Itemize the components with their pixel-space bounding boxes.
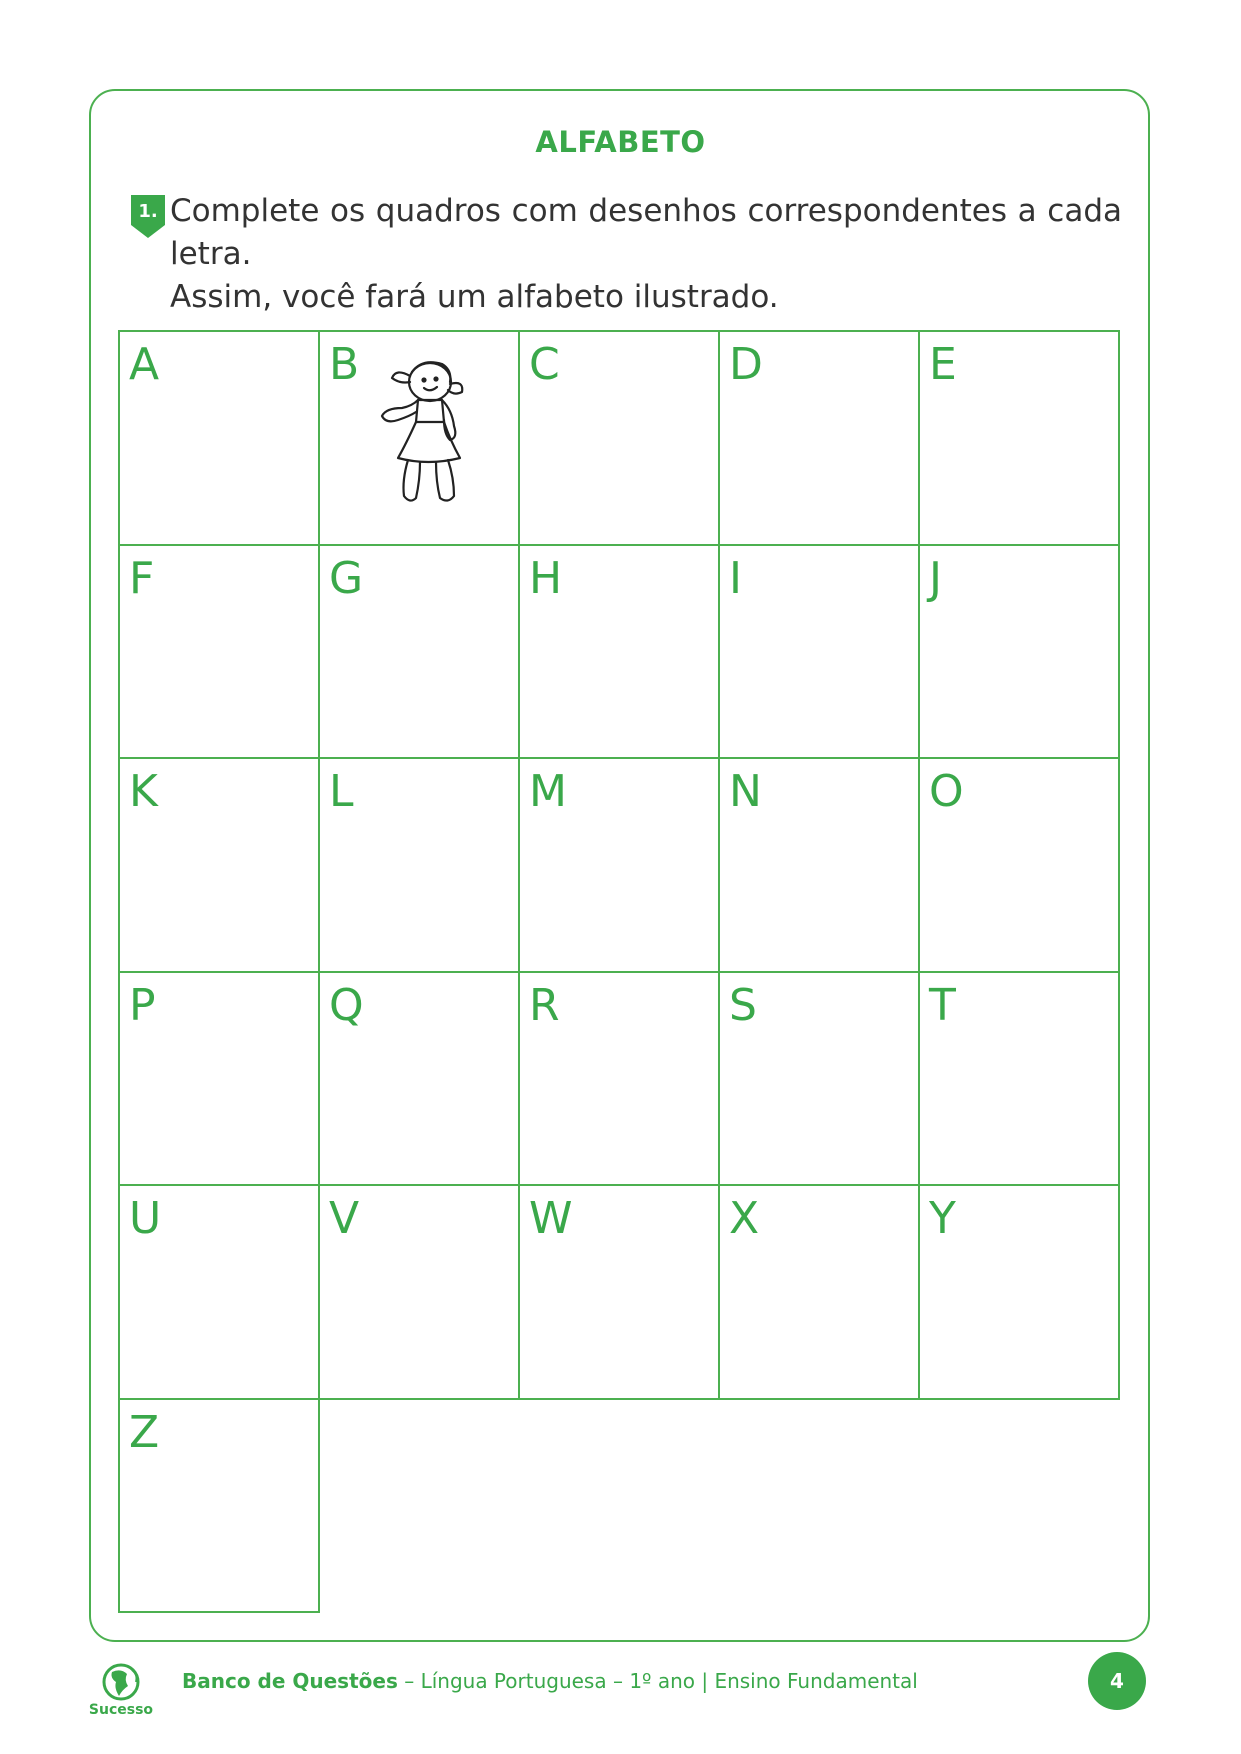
letter-label: Y (929, 1193, 956, 1244)
question-number: 1. (138, 201, 158, 222)
letter-box-j (918, 544, 1120, 760)
letter-box-e (918, 330, 1120, 546)
letter-box-g (318, 544, 520, 760)
letter-box-x (718, 1184, 920, 1400)
letter-box-v (318, 1184, 520, 1400)
letter-box-m (518, 757, 720, 973)
alphabet-grid (118, 330, 1118, 1611)
letter-box-i (718, 544, 920, 760)
letter-label: A (129, 339, 160, 390)
question-line-2: Assim, você fará um alfabeto ilustrado. (170, 279, 779, 315)
letter-label: X (729, 1193, 760, 1244)
page-number: 4 (1088, 1652, 1146, 1710)
letter-label: M (529, 766, 567, 817)
section-title: ALFABETO (535, 125, 706, 159)
letter-box-h (518, 544, 720, 760)
letter-label: S (729, 979, 757, 1031)
letter-box-c (518, 330, 720, 546)
letter-label: J (929, 552, 942, 604)
question-number-badge (131, 195, 165, 238)
letter-label: V (329, 1193, 360, 1244)
letter-label: E (929, 339, 957, 390)
letter-label: I (729, 552, 742, 604)
letter-box-a (118, 330, 320, 546)
footer-book-details: – Língua Portuguesa – 1º ano | Ensino Fundamental (397, 1669, 918, 1693)
footer-text (182, 1669, 918, 1693)
logo-label: Sucesso (88, 1702, 154, 1718)
letter-label: D (729, 339, 763, 390)
letter-label: G (329, 552, 364, 604)
letter-box-r (518, 971, 720, 1187)
letter-box-u (118, 1184, 320, 1400)
letter-label: O (929, 766, 964, 817)
doll-drawing-icon (352, 354, 482, 514)
globe-logo-icon (86, 1660, 156, 1704)
letter-box-n (718, 757, 920, 973)
publisher-logo (86, 1660, 156, 1720)
letter-box-t (918, 971, 1120, 1187)
letter-label: Q (329, 979, 364, 1031)
letter-box-l (318, 757, 520, 973)
question-line-1: Complete os quadros com desenhos correspondentes a cada letra. (170, 193, 1122, 272)
letter-box-q (318, 971, 520, 1187)
letter-label: B (329, 339, 360, 390)
letter-label: F (129, 552, 155, 604)
letter-label: N (729, 766, 762, 817)
letter-label: C (529, 339, 560, 390)
letter-box-o (918, 757, 1120, 973)
letter-label: P (129, 979, 156, 1031)
letter-box-w (518, 1184, 720, 1400)
letter-label: U (129, 1193, 162, 1244)
letter-label: K (129, 766, 158, 817)
letter-label: H (529, 552, 563, 604)
letter-label: L (329, 766, 354, 817)
letter-label: W (529, 1193, 573, 1244)
letter-box-s (718, 971, 920, 1187)
letter-label: R (529, 979, 560, 1031)
letter-box-z (118, 1398, 320, 1614)
letter-label: Z (129, 1406, 160, 1458)
letter-box-d (718, 330, 920, 546)
letter-box-y (918, 1184, 1120, 1400)
letter-box-b (318, 330, 520, 546)
question-text (170, 190, 1122, 319)
letter-box-k (118, 757, 320, 973)
letter-label: T (929, 979, 956, 1031)
footer-book-title: Banco de Questões (182, 1669, 398, 1693)
letter-box-f (118, 544, 320, 760)
letter-box-p (118, 971, 320, 1187)
